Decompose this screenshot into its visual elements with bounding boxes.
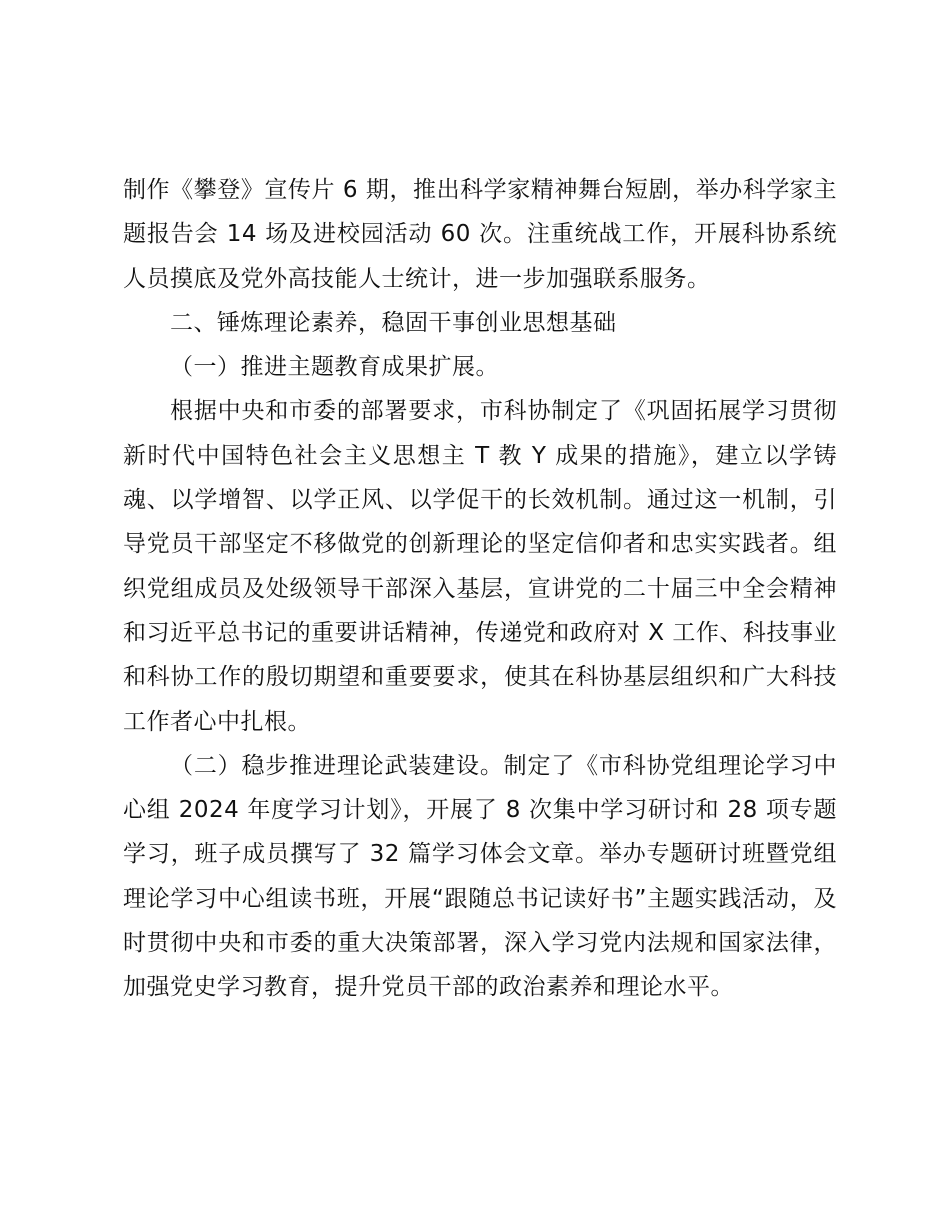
document-body [123, 168, 837, 1010]
section-heading: 二、锤炼理论素养，稳固干事创业思想基础 [170, 309, 617, 336]
paragraph-theory-armament: （二）稳步推进理论武装建设。制定了《市科协党组理论学习中心组 2024 年度学习计划》，开展了 8 次集中学习研讨和 28 项专题学习，班子成员撰写了 32 篇学习体会文章。举办专题研讨班暨党组理论学习中心组读书班，开展“跟随总书记读好书”主题实践活动，及时贯彻中央和市委的重大决策部署，深入学习党内法规和国家法律，加强党史学习教育，提升党员干部的政治素养和理论水平。 [123, 752, 837, 1001]
paragraph-theme-education: 根据中央和市委的部署要求，市科协制定了《巩固拓展学习贯彻新时代中国特色社会主义思想主 T 教 Y 成果的措施》，建立以学铸魂、以学增智、以学正风、以学促干的长效机制。通过这一机制，引导党员干部坚定不移做党的创新理论的坚定信仰者和忠实实践者。组织党组成员及处级领导干部深入基层，宣讲党的二十届三中全会精神和习近平总书记的重要讲话精神，传递党和政府对 X 工作、科技事业和科协工作的殷切期望和重要要求，使其在科协基层组织和广大科技工作者心中扎根。 [123, 398, 837, 735]
paragraph-continuation: 制作《攀登》宣传片 6 期，推出科学家精神舞台短剧，举办科学家主题报告会 14 场及进校园活动 60 次。注重统战工作，开展科协系统人员摸底及党外高技能人士统计，进一步加强联系服务。 [123, 177, 837, 292]
subsection-heading: （一）推进主题教育成果扩展。 [170, 354, 499, 381]
